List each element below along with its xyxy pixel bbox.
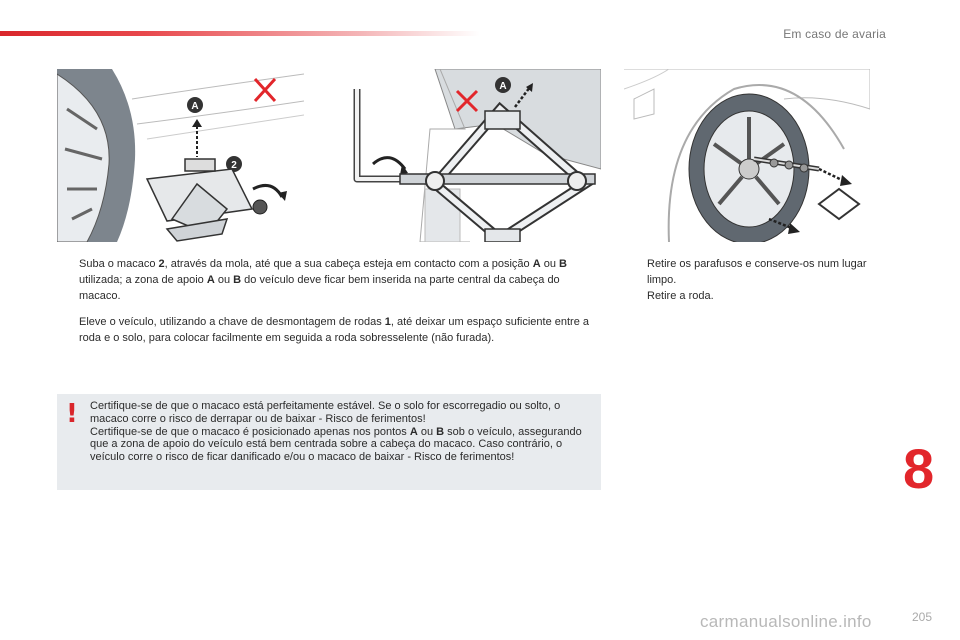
step-remove-wheel-text: Retire a roda. — [647, 290, 714, 302]
illustration-jack-positioning — [57, 69, 304, 242]
marker-a-closeup-label: A — [499, 81, 507, 92]
illustration-jack-closeup — [345, 69, 601, 242]
chapter-number: 8 — [903, 437, 935, 500]
warning-box — [57, 394, 601, 490]
page-number: 205 — [912, 610, 933, 624]
step-raise-jack-text: Suba o macaco 2, através da mola, até que a sua cabeça esteja em contacto com a posição A ou B utilizada; a zona de apoio A ou B do veículo deve ficar bem inserida na parte central da cabeça do macaco. — [79, 258, 567, 302]
header-accent-bar — [0, 31, 480, 36]
marker-a-label: A — [191, 101, 199, 112]
step-remove-bolts — [629, 256, 869, 288]
jack-closeup-drawing — [345, 69, 601, 242]
wheel-removal-drawing — [624, 69, 870, 242]
jack-positioning-drawing — [57, 69, 304, 242]
step-lift-vehicle-text: Eleve o veículo, utilizando a chave de desmontagem de rodas 1, até deixar um espaço suficiente entre a roda e o solo, para colocar facilmente em seguida a roda sobresselente (não furada). — [79, 316, 589, 344]
step-remove-bolts-text: Retire os parafusos e conserve-os num lugar limpo. — [647, 258, 867, 286]
step-lift-vehicle — [61, 314, 591, 346]
step-raise-jack — [61, 256, 601, 304]
marker-2-label: 2 — [231, 160, 237, 171]
section-title: Em caso de avaria — [783, 27, 886, 41]
warning-line-2: Certifique-se de que o macaco é posicionado apenas nos pontos A ou B sob o veículo, assegurando que a zona de apoio do veículo está bem centrada sobre a cabeça do macaco. Caso contrário, o veículo corre o risco de ficar danificado e/ou o macaco de baixar - Risco de ferimentos! — [90, 425, 582, 464]
watermark: carmanualsonline.info — [700, 612, 872, 631]
illustration-wheel-removal — [624, 69, 870, 242]
warning-icon: ! — [66, 399, 78, 429]
warning-line-1: Certifique-se de que o macaco está perfeitamente estável. Se o solo for escorregadio ou solto, o macaco corre o risco de derrapar ou de baixar - Risco de ferimentos! — [90, 400, 561, 425]
step-remove-wheel — [629, 288, 869, 304]
